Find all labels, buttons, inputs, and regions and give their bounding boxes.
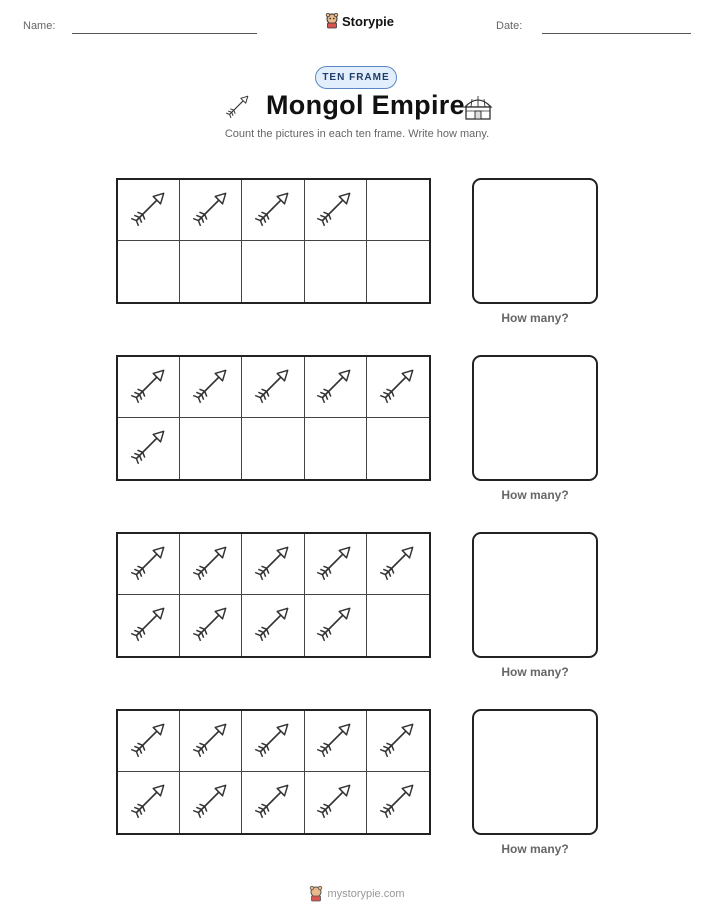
arrow-icon bbox=[252, 363, 294, 412]
ten-frame bbox=[116, 178, 431, 304]
ten-frame-cell bbox=[242, 711, 304, 772]
arrow-icon bbox=[224, 92, 252, 120]
page-title: Mongol Empire bbox=[266, 90, 465, 120]
date-label: Date: bbox=[496, 20, 523, 32]
ten-frame-cell bbox=[305, 241, 367, 302]
arrow-icon bbox=[190, 601, 232, 650]
ten-frame-cell bbox=[180, 772, 242, 833]
arrow-icon bbox=[314, 778, 356, 827]
ten-frame-cell bbox=[242, 772, 304, 833]
how-many-label: How many? bbox=[501, 665, 569, 679]
arrow-icon bbox=[128, 424, 170, 473]
ten-frame-cell bbox=[367, 595, 429, 656]
ten-frame-cell bbox=[367, 711, 429, 772]
date-line[interactable] bbox=[542, 33, 691, 34]
ten-frame-cell bbox=[305, 711, 367, 772]
ten-frame-cell bbox=[367, 180, 429, 241]
answer-box[interactable] bbox=[472, 355, 598, 481]
ten-frame-cell bbox=[367, 357, 429, 418]
arrow-icon bbox=[190, 186, 232, 235]
how-many-label: How many? bbox=[501, 488, 569, 502]
arrow-icon bbox=[377, 717, 419, 766]
arrow-icon bbox=[190, 363, 232, 412]
ten-frame-cell bbox=[118, 711, 180, 772]
mascot-icon bbox=[325, 13, 339, 29]
ten-frame bbox=[116, 709, 431, 835]
ten-frame-cell bbox=[242, 595, 304, 656]
arrow-icon bbox=[314, 363, 356, 412]
arrow-icon bbox=[128, 778, 170, 827]
ten-frame-cell bbox=[367, 418, 429, 479]
answer-box[interactable] bbox=[472, 178, 598, 304]
arrow-icon bbox=[128, 601, 170, 650]
ten-frame-cell bbox=[242, 180, 304, 241]
how-many-label: How many? bbox=[501, 311, 569, 325]
arrow-icon bbox=[377, 778, 419, 827]
ten-frame-cell bbox=[180, 595, 242, 656]
answer-box[interactable] bbox=[472, 532, 598, 658]
arrow-icon bbox=[190, 778, 232, 827]
arrow-icon bbox=[252, 601, 294, 650]
footer-url: mystorypie.com bbox=[327, 888, 405, 900]
ten-frame-cell bbox=[305, 772, 367, 833]
brand bbox=[325, 13, 394, 29]
arrow-icon bbox=[377, 363, 419, 412]
ten-frame-cell bbox=[305, 534, 367, 595]
arrow-icon bbox=[128, 186, 170, 235]
arrow-icon bbox=[377, 540, 419, 589]
arrow-icon bbox=[252, 186, 294, 235]
brand-name: Storypie bbox=[342, 13, 395, 29]
ten-frame-cell bbox=[242, 357, 304, 418]
ten-frame bbox=[116, 532, 431, 658]
ten-frame-cell bbox=[305, 418, 367, 479]
arrow-icon bbox=[314, 540, 356, 589]
ten-frame-cell bbox=[242, 418, 304, 479]
arrow-icon bbox=[314, 186, 356, 235]
title-row bbox=[0, 90, 714, 128]
ten-frame-cell bbox=[118, 772, 180, 833]
ten-frame-cell bbox=[118, 357, 180, 418]
mascot-icon bbox=[309, 886, 323, 902]
arrow-icon bbox=[252, 778, 294, 827]
name-line[interactable] bbox=[72, 33, 257, 34]
ten-frame-cell bbox=[118, 534, 180, 595]
arrow-icon bbox=[128, 363, 170, 412]
ten-frame-cell bbox=[180, 357, 242, 418]
ten-frame-badge: TEN FRAME bbox=[315, 66, 397, 89]
how-many-label: How many? bbox=[501, 842, 569, 856]
ten-frame-cell bbox=[180, 418, 242, 479]
arrow-icon bbox=[190, 717, 232, 766]
ten-frame-cell bbox=[180, 534, 242, 595]
ten-frame bbox=[116, 355, 431, 481]
arrow-icon bbox=[252, 540, 294, 589]
name-label: Name: bbox=[23, 20, 56, 32]
ten-frame-cell bbox=[367, 534, 429, 595]
footer bbox=[0, 886, 714, 902]
ten-frame-cell bbox=[242, 241, 304, 302]
ten-frame-cell bbox=[118, 180, 180, 241]
instructions: Count the pictures in each ten frame. Write how many. bbox=[224, 128, 490, 140]
ten-frame-cell bbox=[305, 180, 367, 241]
arrow-icon bbox=[190, 540, 232, 589]
ten-frame-cell bbox=[118, 241, 180, 302]
answer-box[interactable] bbox=[472, 709, 598, 835]
ten-frame-cell bbox=[180, 180, 242, 241]
ten-frame-cell bbox=[305, 357, 367, 418]
arrow-icon bbox=[128, 717, 170, 766]
ten-frame-cell bbox=[118, 595, 180, 656]
ten-frame-cell bbox=[367, 241, 429, 302]
ten-frame-cell bbox=[180, 241, 242, 302]
ten-frame-cell bbox=[180, 711, 242, 772]
arrow-icon bbox=[128, 540, 170, 589]
yurt-icon bbox=[462, 93, 494, 121]
arrow-icon bbox=[252, 717, 294, 766]
ten-frame-cell bbox=[118, 418, 180, 479]
ten-frame-cell bbox=[242, 534, 304, 595]
arrow-icon bbox=[314, 717, 356, 766]
arrow-icon bbox=[314, 601, 356, 650]
ten-frame-cell bbox=[367, 772, 429, 833]
ten-frame-cell bbox=[305, 595, 367, 656]
